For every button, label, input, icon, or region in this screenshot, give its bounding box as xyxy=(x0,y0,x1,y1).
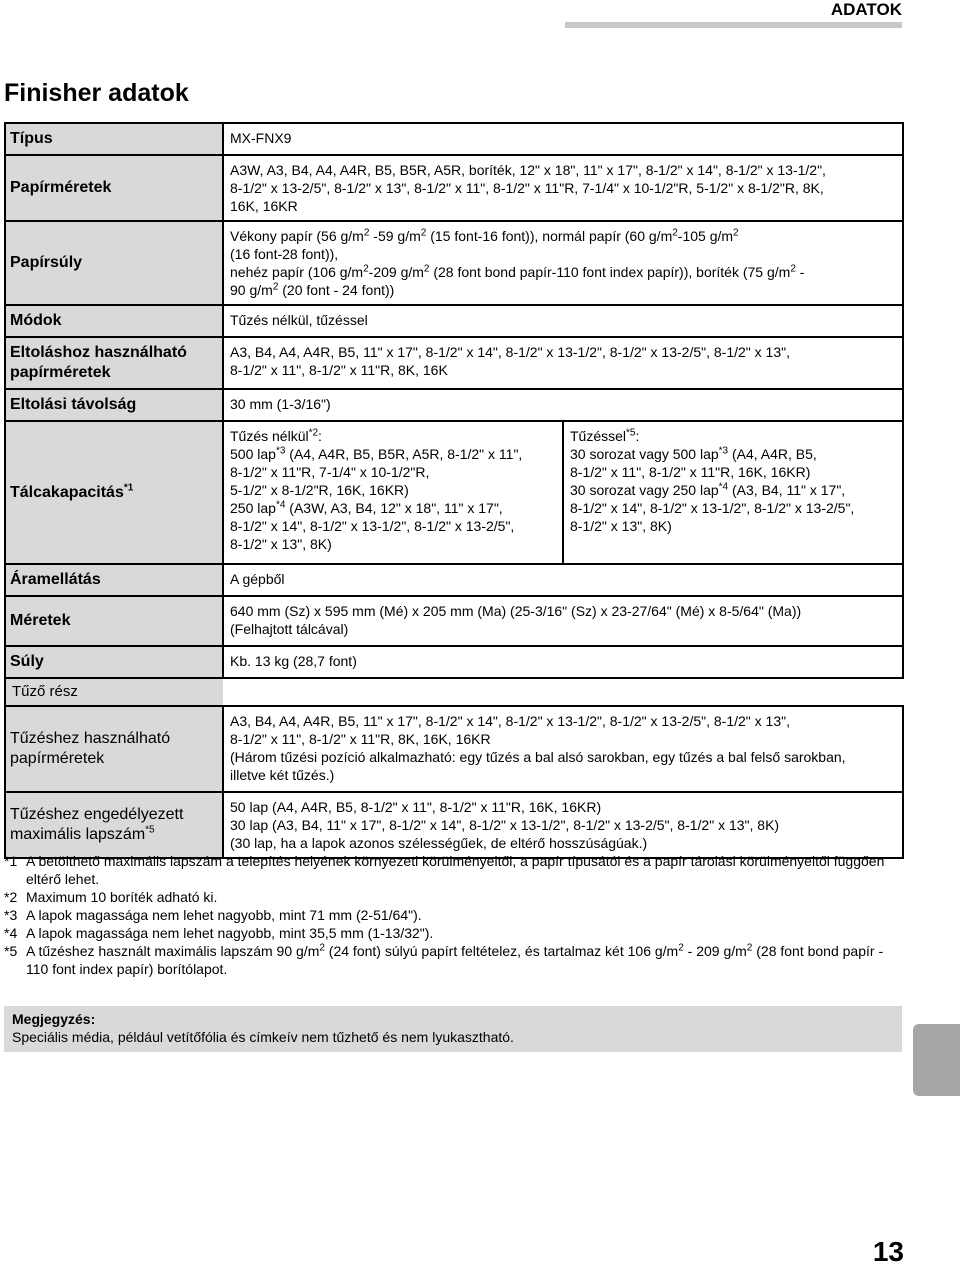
value-aramellatas: A gépből xyxy=(223,564,903,596)
row-modok xyxy=(5,305,903,337)
row-tuzeshez-max xyxy=(5,792,903,858)
value-meretek: 640 mm (Sz) x 595 mm (Mé) x 205 mm (Ma) (25-3/16" (Sz) x 23-27/64" (Mé) x 8-5/64" (Ma)) (Felhajtott tálcával) xyxy=(223,596,903,646)
value-eltolashoz: A3, B4, A4, A4R, B5, 11" x 17", 8-1/2" x 14", 8-1/2" x 13-1/2", 8-1/2" x 13-2/5", 8-1/2" x 13", 8-1/2" x 11", 8-1/2" x 11"R, 8K, 16K xyxy=(223,337,903,389)
page-title: Finisher adatok xyxy=(4,79,189,107)
section-header: ADATOK xyxy=(830,0,902,19)
row-tuzo-resz xyxy=(5,678,903,706)
section-filler xyxy=(223,678,903,706)
footnotes xyxy=(4,852,904,978)
value-papirsuly: Vékony papír (56 $g/m^2$ -59 $g/m^2$ (15 font-16 font)), normál papír (60 $g/m^2-105$ $g/m^2$ (16 font-28 font)), nehéz papír (106 $g/m^2-209$ $g/m^2$ (28 font bond papír-110 font index papír)), boríték (75 $g/m^2$ - 90 $g/m^2$ (20 font - 24 font)) xyxy=(223,221,903,305)
label-eltolasi: Eltolási távolság xyxy=(5,389,223,421)
value-tuzeshez-meretek: A3, B4, A4, A4R, B5, 11" x 17", 8-1/2" x 14", 8-1/2" x 13-1/2", 8-1/2" x 13-2/5", 8-1/2" x 13", 8-1/2" x 11", 8-1/2" x 11"R, 8K, 16K, 16KR (Három tűzési pozíció alkalmazható: egy tűzés a bal alsó sarokban, egy tűzés a bal felső sarokban, illetve két tűzés.) xyxy=(223,706,903,792)
chapter-side-tab xyxy=(913,1024,960,1096)
footnote-2: *2 Maximum 10 boríték adható ki. xyxy=(4,889,218,905)
value-modok: Tűzés nélkül, tűzéssel xyxy=(223,305,903,337)
label-aramellatas: Áramellátás xyxy=(5,564,223,596)
label-talca: Tálcakapacitás$^{*1}$ xyxy=(5,421,223,564)
footnote-1: *1 A betölthető maximális lapszám a telepítés helyének környezeti körülményeitől, a papír típusától és a papír tárolási körülményeitől függően eltérő lehet. xyxy=(4,853,885,887)
value-talca-right: Tűzéssel$^{*5}$: 30 sorozat vagy 500 lap$^{*3}$ (A4, A4R, B5, 8-1/2" x 11", 8-1/2" x 11"R, 16K, 16KR) 30 sorozat vagy 250 lap$^{*4}$ (A3, B4, 11" x 17", 8-1/2" x 14", 8-1/2" x 13-1/2", 8-1/2" x 13-2/5", 8-1/2" x 13", 8K) xyxy=(563,421,903,564)
value-papirmeretek: A3W, A3, B4, A4, A4R, B5, B5R, A5R, boríték, 12" x 18", 11" x 17", 8-1/2" x 14", 8-1/2" x 13-1/2", 8-1/2" x 13-2/5", 8-1/2" x 13", 8-1/2" x 11", 8-1/2" x 11"R, 7-1/4" x 10-1/2"R, 5-1/2" x 8-1/2"R, 8K, 16K, 16KR xyxy=(223,155,903,221)
row-aramellatas xyxy=(5,564,903,596)
spec-table xyxy=(4,122,904,859)
value-tipus: MX-FNX9 xyxy=(223,123,903,155)
page-number: 13 xyxy=(872,1236,904,1267)
row-meretek xyxy=(5,596,903,646)
label-suly: Súly xyxy=(5,646,223,678)
footnote-3: *3 A lapok magassága nem lehet nagyobb, mint 71 mm (2-51/64"). xyxy=(4,907,422,923)
label-tipus: Típus xyxy=(5,123,223,155)
value-talca-left: Tűzés nélkül$^{*2}$: 500 lap$^{*3}$ (A4, A4R, B5, B5R, A5R, 8-1/2" x 11", 8-1/2" x 11"R, 7-1/4" x 10-1/2"R, 5-1/2" x 8-1/2"R, 16K, 16KR) 250 lap$^{*4}$ (A3W, A3, B4, 12" x 18", 11" x 17", 8-1/2" x 14", 8-1/2" x 13-1/2", 8-1/2" x 13-2/5", 8-1/2" x 13", 8K) xyxy=(223,421,563,564)
row-talca xyxy=(5,421,903,564)
label-papirsuly: Papírsúly xyxy=(5,221,223,305)
label-tuzeshez-max: Tűzéshez engedélyezett maximális lapszám$^{*5}$ xyxy=(5,792,223,858)
row-tuzeshez-meretek xyxy=(5,706,903,792)
value-tuzeshez-max: 50 lap (A4, A4R, B5, 8-1/2" x 11", 8-1/2" x 11"R, 16K, 16KR) 30 lap (A3, B4, 11" x 17", 8-1/2" x 14", 8-1/2" x 13-1/2", 8-1/2" x 13-2/5", 8-1/2" x 13", 8K) (30 lap, ha a lapok azonos szélességűek, de eltérő hosszúságúak.) xyxy=(223,792,903,858)
label-meretek: Méretek xyxy=(5,596,223,646)
label-papirmeretek: Papírméretek xyxy=(5,155,223,221)
label-eltolashoz: Eltoláshoz használható papírméretek xyxy=(5,337,223,389)
footnote-4: *4 A lapok magassága nem lehet nagyobb, mint 35,5 mm (1-13/32"). xyxy=(4,925,434,941)
header-rule xyxy=(565,22,902,28)
row-papirmeretek xyxy=(5,155,903,221)
row-suly xyxy=(5,646,903,678)
label-modok: Módok xyxy=(5,305,223,337)
row-tipus xyxy=(5,123,903,155)
section-tuzo-resz: Tűző rész xyxy=(5,678,223,706)
row-papirsuly xyxy=(5,221,903,305)
row-eltolasi xyxy=(5,389,903,421)
note-text: Speciális média, például vetítőfólia és címkeív nem tűzhető és nem lyukasztható. xyxy=(12,1029,514,1045)
value-eltolasi: 30 mm (1-3/16") xyxy=(223,389,903,421)
footnote-5: *5 A tűzéshez használt maximális lapszám 90 $g/m^2$ (24 font) súlyú papírt feltételez, és tartalmaz két 106 $g/m^2 - 209$ $g/m^2$ (28 font bond papír - 110 font index papír) borítólapot. xyxy=(4,942,884,977)
row-eltolashoz xyxy=(5,337,903,389)
note-box xyxy=(4,1006,902,1052)
label-tuzeshez-meretek: Tűzéshez használható papírméretek xyxy=(5,706,223,792)
note-title: Megjegyzés: xyxy=(12,1011,96,1027)
value-suly: Kb. 13 kg (28,7 font) xyxy=(223,646,903,678)
